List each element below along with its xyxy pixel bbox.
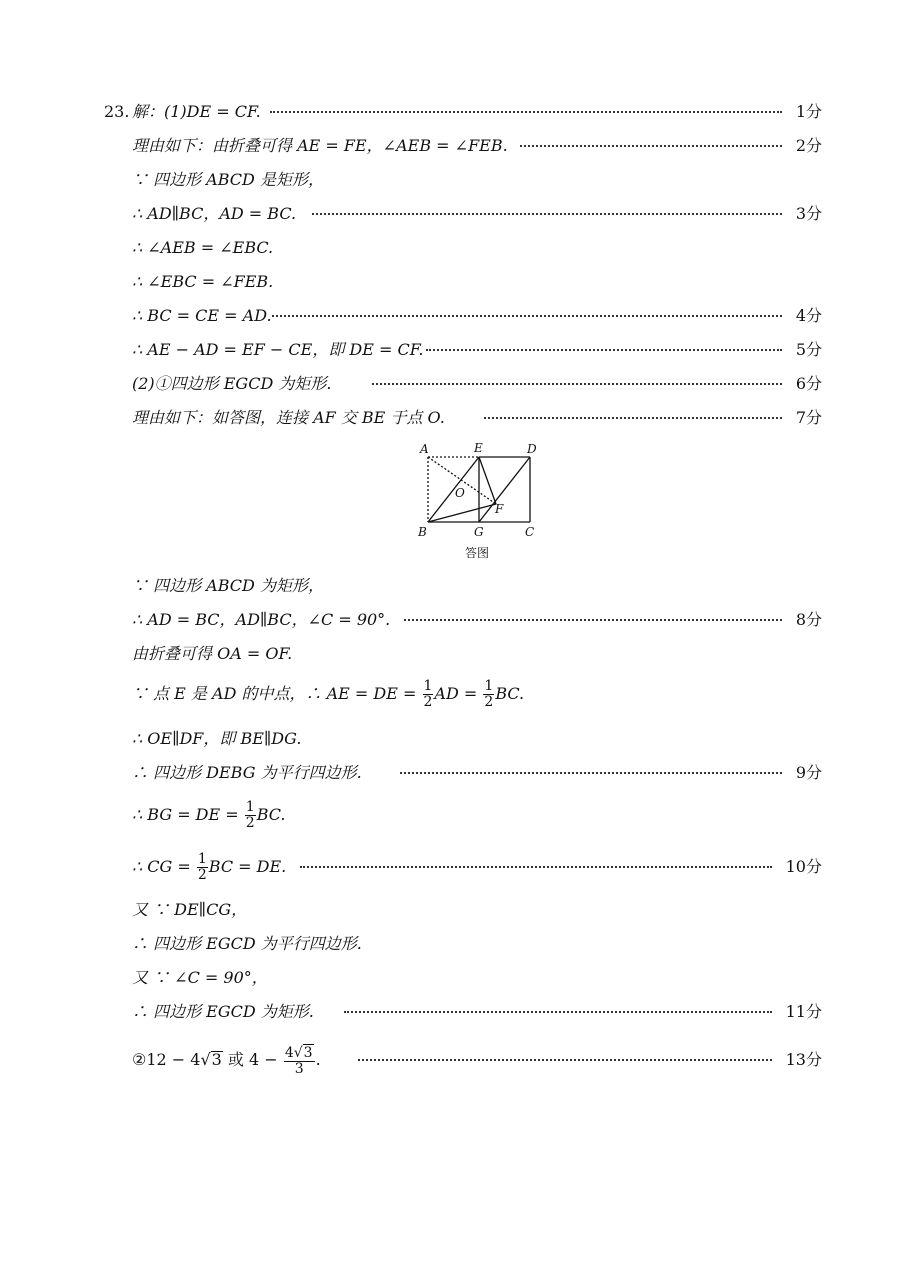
score-label: 9分 <box>795 763 822 782</box>
line-text: ∴ ∠EBC = ∠FEB. <box>132 272 274 291</box>
leader-dots <box>344 1011 772 1013</box>
radicand: 3 <box>211 1050 222 1069</box>
answer-line-14 <box>0 676 906 712</box>
answer-line-12 <box>0 605 906 635</box>
denominator: 2 <box>423 694 433 710</box>
line-text <box>132 676 524 712</box>
answer-line-8 <box>0 335 906 365</box>
answer-line-13 <box>0 639 906 669</box>
line-text <box>132 797 286 833</box>
label-O: O <box>455 486 465 500</box>
line-text: ∴ ∠AEB = ∠EBC. <box>132 238 274 257</box>
answer-line-17 <box>0 797 906 833</box>
score-label: 10分 <box>785 857 822 876</box>
leader-dots <box>520 145 782 147</box>
leader-dots <box>400 772 782 774</box>
line-text: ∴ 四边形 EGCD 为矩形. <box>132 1002 314 1021</box>
label-E: E <box>474 441 483 455</box>
sqrt-symbol: √ <box>293 1045 303 1061</box>
answer-line-16 <box>0 758 906 788</box>
answer-figure <box>412 438 542 568</box>
answer-line-6 <box>0 267 906 297</box>
leader-dots <box>312 213 782 215</box>
segment-GD <box>479 457 530 522</box>
answer-line-7 <box>0 301 906 331</box>
label-A: A <box>420 442 429 456</box>
answer-line-9 <box>0 369 906 399</box>
score-label: 4分 <box>795 306 822 325</box>
label-B: B <box>418 525 427 539</box>
expression-part: . <box>315 1050 321 1069</box>
figure-caption: 答图 <box>464 546 489 560</box>
leader-dots <box>372 383 782 385</box>
fraction <box>284 1044 315 1077</box>
score-label: 5分 <box>795 340 822 359</box>
leader-dots <box>358 1059 772 1061</box>
line-text: ∴ AD∥BC，AD = BC. <box>132 204 297 223</box>
line-text: 由折叠可得 OA = OF. <box>132 644 293 663</box>
answer-line-19 <box>0 895 906 925</box>
fraction <box>197 852 208 883</box>
expression-part: BC. <box>256 805 286 824</box>
denominator: 3 <box>294 1061 304 1077</box>
answer-line-18 <box>0 849 906 885</box>
segment-BE <box>428 457 479 522</box>
line-text: 解：(1)DE = CF. <box>132 102 261 121</box>
line-text: ∴ OE∥DF，即 BE∥DG. <box>132 729 302 748</box>
line-text: ∵ 四边形 ABCD 是矩形， <box>132 170 324 189</box>
fraction <box>245 800 256 831</box>
leader-dots <box>272 315 782 317</box>
line-text: ∴ AE − AD = EF − CE，即 DE = CF. <box>132 340 424 359</box>
numerator: 1 <box>197 851 207 867</box>
fraction <box>483 679 494 710</box>
answer-line-23 <box>0 1040 906 1080</box>
leader-dots <box>404 619 782 621</box>
radicand: 3 <box>303 1045 313 1061</box>
numerator <box>284 1044 315 1062</box>
numerator-coef: 4 <box>284 1045 294 1061</box>
answer-line-21 <box>0 963 906 993</box>
expression-part: ∴ CG = <box>132 857 191 876</box>
expression-part: BC = DE. <box>208 857 287 876</box>
numerator: 1 <box>423 678 433 694</box>
expression-part: 或 4 − <box>227 1050 278 1069</box>
answer-line-5 <box>0 233 906 263</box>
score-label: 2分 <box>795 136 822 155</box>
label-G: G <box>474 525 484 539</box>
score-label: 8分 <box>795 610 822 629</box>
label-C: C <box>525 525 535 539</box>
denominator: 2 <box>245 815 255 831</box>
line-text: ∴ 四边形 DEBG 为平行四边形. <box>132 763 362 782</box>
line-text: ∴ AD = BC，AD∥BC，∠C = 90°. <box>132 610 391 629</box>
line-text <box>132 1040 321 1080</box>
label-F: F <box>495 502 504 516</box>
answer-line-11 <box>0 571 906 601</box>
segment-EF <box>479 457 496 504</box>
denominator: 2 <box>197 867 207 883</box>
leader-dots <box>270 111 782 113</box>
line-text: ∵ 四边形 ABCD 为矩形， <box>132 576 324 595</box>
score-label: 1分 <box>795 102 822 121</box>
score-label: 6分 <box>795 374 822 393</box>
score-label: 13分 <box>785 1050 822 1069</box>
answer-line-3 <box>0 165 906 195</box>
leader-dots <box>426 349 782 351</box>
expression-part: BC. <box>495 684 525 703</box>
line-text: 理由如下：由折叠可得 AE = FE，∠AEB = ∠FEB. <box>132 136 508 155</box>
numerator: 1 <box>484 678 494 694</box>
line-text: 理由如下：如答图，连接 AF 交 BE 于点 O. <box>132 408 445 427</box>
figure-diagram <box>412 438 542 542</box>
expression-part: ∴ BG = DE = <box>132 805 239 824</box>
numerator: 1 <box>245 799 255 815</box>
line-text: (2)①四边形 EGCD 为矩形. <box>132 374 332 393</box>
answer-line-22 <box>0 997 906 1027</box>
line-text: 又 ∵ ∠C = 90°， <box>132 968 268 987</box>
label-D: D <box>527 442 537 456</box>
score-label: 7分 <box>795 408 822 427</box>
line-text: ∴ 四边形 EGCD 为平行四边形. <box>132 934 362 953</box>
expression-part: ∵ 点 E 是 AD 的中点，∴ AE = DE = <box>132 684 417 703</box>
denominator: 2 <box>484 694 494 710</box>
answer-line-20 <box>0 929 906 959</box>
expression-part: AD = <box>434 684 478 703</box>
line-text <box>132 849 286 885</box>
line-text: 又 ∵ DE∥CG， <box>132 900 248 919</box>
answer-line-2 <box>0 131 906 161</box>
question-number: 23. <box>104 102 130 121</box>
answer-line-10 <box>0 403 906 433</box>
score-label: 11分 <box>785 1002 822 1021</box>
fraction <box>423 679 434 710</box>
answer-line-15 <box>0 724 906 754</box>
sqrt-symbol: √ <box>200 1050 211 1069</box>
leader-dots <box>300 866 772 868</box>
answer-line-4 <box>0 199 906 229</box>
answer-line-1 <box>0 97 906 127</box>
line-text: ∴ BC = CE = AD. <box>132 306 272 325</box>
leader-dots <box>484 417 782 419</box>
expression-part: ②12 − 4 <box>132 1050 201 1069</box>
score-label: 3分 <box>795 204 822 223</box>
